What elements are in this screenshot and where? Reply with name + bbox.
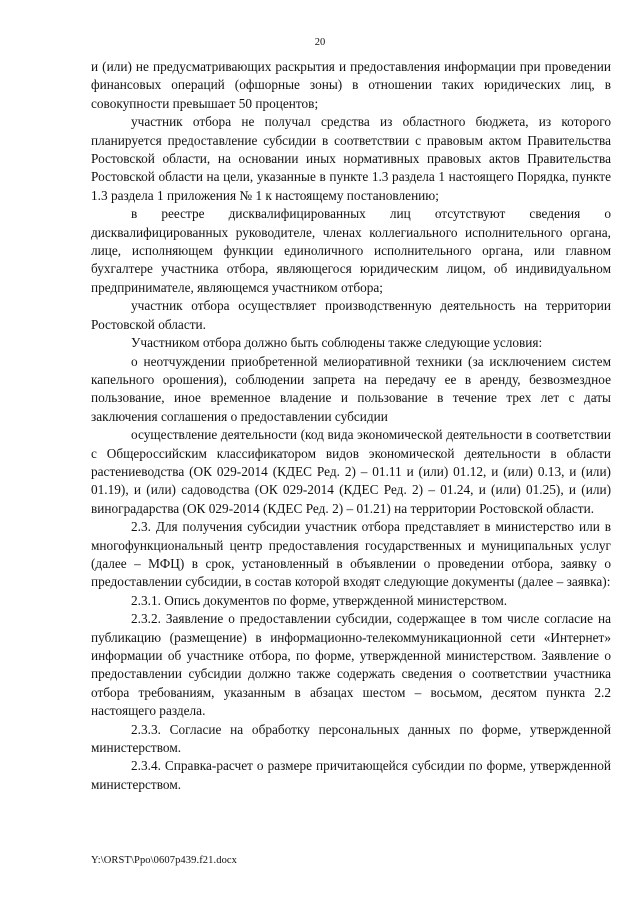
paragraph: Участником отбора должно быть соблюдены также следующие условия: xyxy=(131,335,543,351)
paragraph: участник отбора осуществляет производственную деятельность на территории Ростовской области. xyxy=(91,298,611,332)
paragraph: участник отбора не получал средства из областного бюджета, из которого планируется предоставление субсидии в соответствии с правовым актом Правительства Ростовской области, на основании иных нормативных правовых актов Правительства Ростовской области на цели, указанные в пункте 1.3 раздела 1 настоящего Порядка, пункте 1.3 раздела 1 приложения № 1 к настоящему постановлению; xyxy=(91,114,611,203)
paragraph: в реестре дисквалифицированных лиц отсутствуют сведения о дисквалифицированных руководителе, членах коллегиального исполнительного органа, лице, исполняющем функции единоличного исполнительного органа, или главном бухгалтере участника отбора, являющегося юридическим лицом, об индивидуальном предпринимателе, являющемся участником отбора; xyxy=(91,206,611,295)
paragraph: осуществление деятельности (код вида экономической деятельности в соответствии с Общероссийским классификатором видов экономической деятельности в области растениеводства (ОК 029-2014 (КДЕС Ред. 2) – 01.11 и (или) 01.12, и (или) 0.13, и (или) 01.19), и (или) садоводства (ОК 029-2014 (КДЕС Ред. 2) – 01.24, и (или) 01.25), и (или) виноградарства (ОК 029-2014 (КДЕС Ред. 2) – 01.21) на территории Ростовской области. xyxy=(91,427,611,516)
paragraph: 2.3. Для получения субсидии участник отбора представляет в министерство или в многофункциональный центр предоставления государственных и муниципальных услуг (далее – МФЦ) в срок, установленный в объявлении о проведении отбора, заявку о предоставлении субсидии, в состав которой входят следующие документы (далее – заявка): xyxy=(91,519,611,590)
paragraph: о неотчуждении приобретенной мелиоративной техники (за исключением систем капельного орошения), соблюдении запрета на передачу ее в аренду, безвозмездное пользование, иное временное владение и пользование в течение трех лет с даты заключения соглашения о предоставлении субсидии xyxy=(91,353,611,424)
paragraph: 2.3.3. Согласие на обработку персональных данных по форме, утвержденной министерством. xyxy=(91,721,611,756)
footer-file-path: Y:\ORST\Ppo\0607p439.f21.docx xyxy=(91,855,238,866)
page-number: 20 xyxy=(314,37,326,48)
paragraph: 2.3.1. Опись документов по форме, утвержденной министерством. xyxy=(131,592,508,608)
paragraph: 2.3.2. Заявление о предоставлении субсидии, содержащее в том числе согласие на публикацию (размещение) в информационно-телекоммуникационной сети «Интернет» информации об участнике отбора, по форме, утвержденной министерством. Заявление о предоставлении субсидии должно также содержать сведения о соответствии участника отбора требованиям, указанным в абзацах шестом – восьмом, десятом пункта 2.2 настоящего раздела. xyxy=(91,611,611,719)
paragraph: 2.3.4. Справка-расчет о размере причитающейся субсидии по форме, утвержденной министерством. xyxy=(91,758,611,792)
document-body xyxy=(91,58,611,794)
paragraph: и (или) не предусматривающих раскрытия и предоставления информации при проведении финансовых операций (офшорные зоны) в отношении таких юридических лиц, в совокупности превышает 50 процентов; xyxy=(91,59,611,111)
